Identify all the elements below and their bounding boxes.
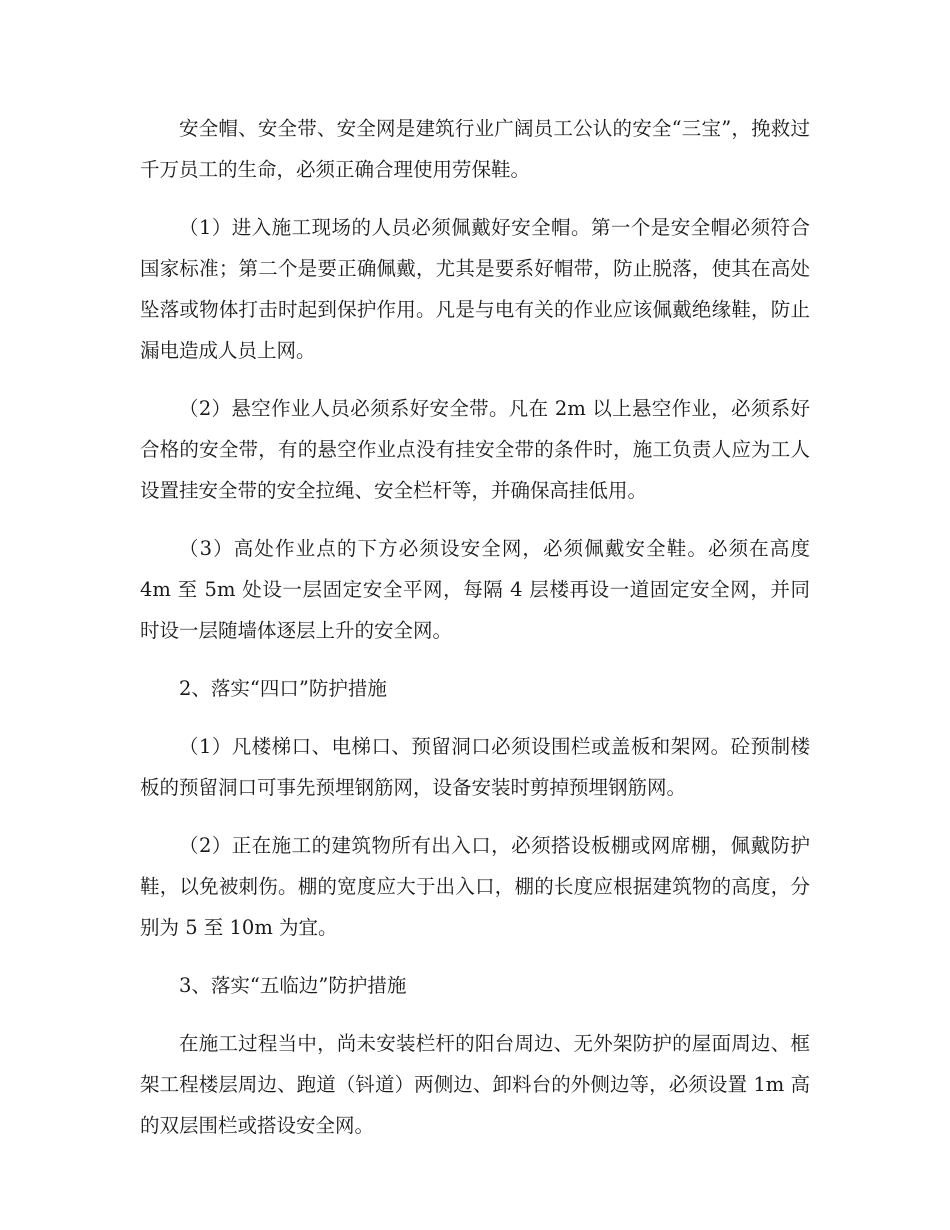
section-2-item-1: （1）凡楼梯口、电梯口、预留洞口必须设围栏或盖板和架网。砼预制楼板的预留洞口可事先预埋钢筋网，设备安装时剪掉预埋钢筋网。	[140, 735, 810, 799]
item-1-helmet: （1）进入施工现场的人员必须佩戴好安全帽。第一个是安全帽必须符合国家标准；第二个是要正确佩戴，尤其是要系好帽带，防止脱落，使其在高处坠落或物体打击时起到保护作用。凡是与电有关的作业应该佩戴绝缘鞋，防止漏电造成人员上网。	[140, 216, 810, 362]
section-3-paragraph: 在施工过程当中，尚未安装栏杆的阳台周边、无外架防护的屋面周边、框架工程楼层周边、跑道（钭道）两侧边、卸料台的外侧边等，必须设置 1m 高的双层围栏或搭设安全网。	[140, 1032, 810, 1137]
intro-paragraph: 安全帽、安全带、安全网是建筑行业广阔员工公认的安全“三宝”，挽救过千万员工的生命，必须正确合理使用劳保鞋。	[140, 117, 810, 181]
section-2-item-2: （2）正在施工的建筑物所有出入口，必须搭设板棚或网席棚，佩戴防护鞋，以免被刺伤。棚的宽度应大于出入口，棚的长度应根据建筑物的高度，分别为 5 至 10m 为宜。	[140, 834, 810, 939]
item-3-net: （3）高处作业点的下方必须设安全网，必须佩戴安全鞋。必须在高度 4m 至 5m 处设一层固定安全平网，每隔 4 层楼再设一道固定安全网，并同时设一层随墙体逐层上升的安全网。	[140, 537, 810, 642]
item-2-belt: （2）悬空作业人员必须系好安全带。凡在 2m 以上悬空作业，必须系好合格的安全带，有的悬空作业点没有挂安全带的条件时，施工负责人应为工人设置挂安全带的安全拉绳、安全栏杆等，并确保高挂低用。	[140, 397, 810, 502]
section-2-heading: 2、落实“四口”防护措施	[179, 677, 387, 700]
section-3-heading: 3、落实“五临边”防护措施	[179, 974, 407, 997]
document-body	[140, 108, 810, 1163]
